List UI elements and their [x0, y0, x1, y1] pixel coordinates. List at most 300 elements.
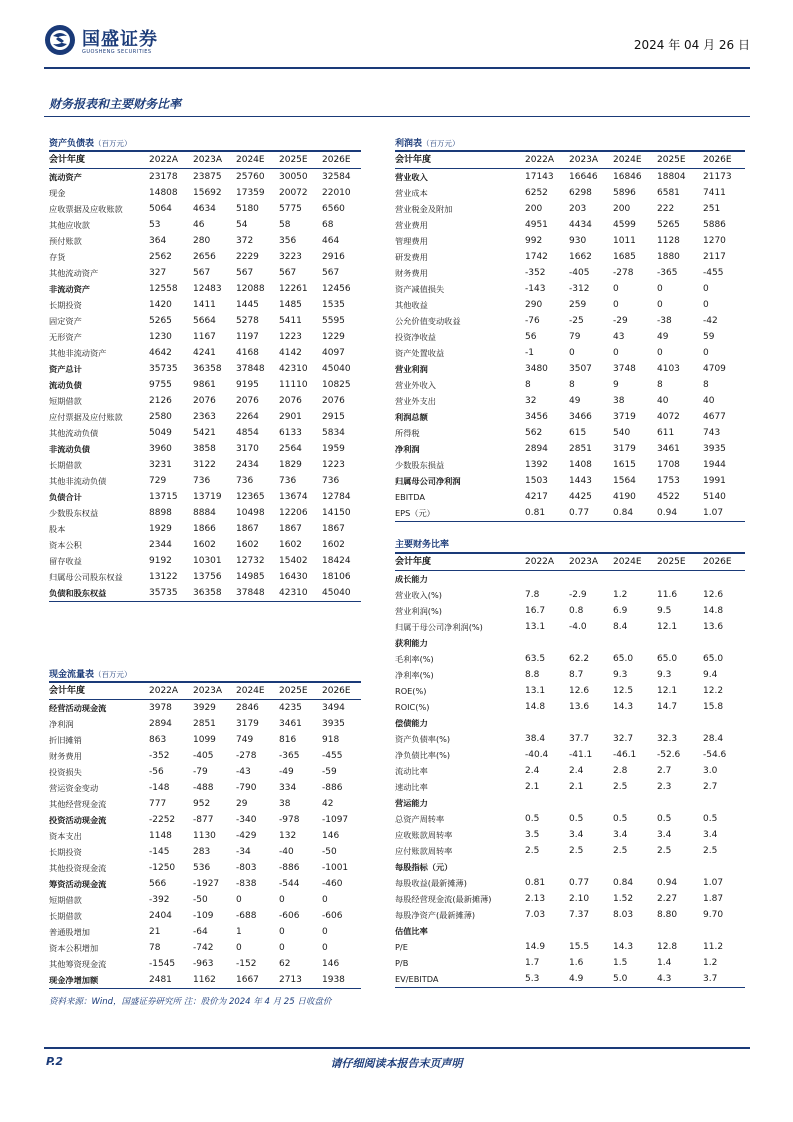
- table-row: [395, 859, 745, 875]
- row-value: 10498: [236, 508, 265, 518]
- table-row: [49, 537, 361, 553]
- row-value: [703, 635, 745, 651]
- row-label: 营业利润(%): [395, 606, 442, 616]
- row-value: 2076: [279, 396, 302, 406]
- row-value: 6.9: [613, 606, 628, 616]
- row-value: 1: [236, 927, 242, 937]
- row-value: 0: [279, 895, 285, 905]
- logo-mark-icon: [44, 24, 76, 56]
- row-value: 13.6: [703, 622, 724, 632]
- row-value: 1602: [322, 540, 345, 550]
- row-value: 2851: [569, 444, 592, 454]
- cash-flow-block: [49, 668, 361, 989]
- row-value: 5180: [236, 204, 259, 214]
- row-value: 40: [657, 396, 669, 406]
- column-header-year: 2023A: [569, 557, 599, 567]
- row-value: 46: [193, 220, 205, 230]
- row-value: 736: [236, 476, 254, 486]
- row-value: [703, 571, 745, 588]
- column-header-year: 2026E: [703, 155, 732, 165]
- row-value: 2894: [525, 444, 548, 454]
- report-date: 2024 年 04 月 26 日: [633, 38, 750, 52]
- row-value: 290: [525, 300, 543, 310]
- page-header: [44, 22, 750, 66]
- row-label: 营业收入: [395, 172, 428, 182]
- row-value: -405: [569, 268, 590, 278]
- row-label: 公允价值变动收益: [395, 316, 461, 326]
- row-value: 12.2: [703, 686, 724, 696]
- table-row: [395, 393, 745, 409]
- row-value: -41.1: [569, 750, 593, 760]
- income-statement-table: [395, 152, 745, 521]
- row-value: 0: [322, 895, 328, 905]
- row-value: 4168: [236, 348, 259, 358]
- ratios-block: [395, 539, 745, 988]
- row-value: 15.5: [569, 942, 590, 952]
- row-value: 992: [525, 236, 543, 246]
- row-value: 21: [149, 927, 161, 937]
- row-value: 930: [569, 236, 587, 246]
- column-header-label: 会计年度: [49, 686, 86, 696]
- row-value: -688: [236, 911, 257, 921]
- row-value: -886: [322, 783, 343, 793]
- row-label: 流动比率: [395, 766, 428, 776]
- row-label: 现金净增加额: [49, 975, 99, 985]
- row-value: 11110: [279, 380, 308, 390]
- page-number: P.2: [46, 1055, 64, 1068]
- column-header-label: 会计年度: [395, 557, 432, 567]
- row-value: 1866: [193, 524, 216, 534]
- row-value: 10825: [322, 380, 351, 390]
- row-value: 4.3: [657, 974, 672, 984]
- row-value: 2580: [149, 412, 172, 422]
- balance-sheet-unit: （百万元）: [94, 139, 132, 148]
- row-value: 0: [613, 284, 619, 294]
- row-value: 4677: [703, 412, 726, 422]
- row-value: 615: [569, 428, 587, 438]
- row-value: 1615: [613, 460, 636, 470]
- row-value: 3461: [657, 444, 680, 454]
- table-row: [49, 217, 361, 233]
- table-row: [395, 473, 745, 489]
- row-value: 11.2: [703, 942, 724, 952]
- table-row: [395, 955, 745, 971]
- table-row: [49, 908, 361, 924]
- row-label: 财务费用: [395, 268, 428, 278]
- row-value: 952: [193, 799, 211, 809]
- row-value: 8: [703, 380, 709, 390]
- row-value: 9.3: [613, 670, 628, 680]
- row-value: 2434: [236, 460, 259, 470]
- row-value: -455: [703, 268, 724, 278]
- row-value: 5664: [193, 316, 216, 326]
- row-value: 464: [322, 236, 340, 246]
- row-value: 6298: [569, 188, 592, 198]
- row-value: 8884: [193, 508, 216, 518]
- row-value: 10301: [193, 556, 222, 566]
- row-value: -56: [149, 767, 164, 777]
- row-value: [703, 859, 745, 875]
- row-value: 567: [322, 268, 340, 278]
- row-value: 2916: [322, 252, 345, 262]
- row-value: 372: [236, 236, 254, 246]
- row-value: 567: [279, 268, 297, 278]
- row-value: 2.5: [613, 846, 628, 856]
- row-value: 9861: [193, 380, 216, 390]
- table-row: [395, 587, 745, 603]
- table-row: [395, 233, 745, 249]
- row-value: 2404: [149, 911, 172, 921]
- row-value: [525, 635, 569, 651]
- row-label: 应付票据及应付账款: [49, 412, 123, 422]
- row-value: 251: [703, 204, 721, 214]
- row-label: 投资净收益: [395, 332, 436, 342]
- row-value: 200: [613, 204, 631, 214]
- row-value: 562: [525, 428, 543, 438]
- table-row: [395, 907, 745, 923]
- row-label: P/E: [395, 942, 408, 952]
- row-label: 经营活动现金流: [49, 703, 107, 713]
- table-row: [395, 425, 745, 441]
- row-value: 56: [525, 332, 537, 342]
- row-value: 45040: [322, 588, 351, 598]
- table-row: [395, 409, 745, 425]
- balance-sheet-bottom-rule: [49, 601, 361, 602]
- row-value: 6560: [322, 204, 345, 214]
- balance-sheet-table: [49, 152, 361, 601]
- row-value: 65.0: [657, 654, 678, 664]
- row-label: 其他投资现金流: [49, 863, 107, 873]
- row-value: [613, 859, 657, 875]
- row-label: 长期投资: [49, 847, 82, 857]
- row-value: -838: [236, 879, 257, 889]
- table-row: [49, 425, 361, 441]
- row-value: 12.1: [657, 686, 678, 696]
- row-value: 2076: [193, 396, 216, 406]
- row-value: 0.5: [703, 814, 718, 824]
- row-value: 12088: [236, 284, 265, 294]
- column-header-year: 2023A: [193, 155, 223, 165]
- row-label: 固定资产: [49, 316, 82, 326]
- row-value: 5896: [613, 188, 636, 198]
- table-row: [395, 361, 745, 377]
- row-value: 5.0: [613, 974, 628, 984]
- column-header-year: 2025E: [657, 155, 686, 165]
- row-label: 每股净资产(最新摊薄): [395, 910, 476, 920]
- table-row: [49, 473, 361, 489]
- row-value: -790: [236, 783, 257, 793]
- row-value: 259: [569, 300, 587, 310]
- row-label: 流动资产: [49, 172, 82, 182]
- row-label: 长期借款: [49, 460, 82, 470]
- row-value: 15.8: [703, 702, 724, 712]
- income-statement-bottom-rule: [395, 521, 745, 522]
- row-value: -152: [236, 959, 257, 969]
- row-value: -803: [236, 863, 257, 873]
- row-label: 归属母公司股东权益: [49, 572, 123, 582]
- row-value: 21173: [703, 172, 732, 182]
- footer-divider: [44, 1047, 750, 1049]
- row-value: -43: [236, 767, 251, 777]
- table-row: [49, 201, 361, 217]
- row-value: 54: [236, 220, 248, 230]
- column-header-year: 2022A: [149, 155, 179, 165]
- row-value: 3231: [149, 460, 172, 470]
- row-value: 1270: [703, 236, 726, 246]
- row-value: -312: [569, 284, 590, 294]
- row-value: 4072: [657, 412, 680, 422]
- row-value: 14.7: [657, 702, 678, 712]
- income-statement-block: [395, 137, 745, 522]
- row-label: 其他非流动负债: [49, 476, 107, 486]
- table-row: [49, 297, 361, 313]
- table-row: [49, 553, 361, 569]
- column-header-year: 2022A: [525, 557, 555, 567]
- table-row: [395, 457, 745, 473]
- row-value: 1148: [149, 831, 172, 841]
- row-value: 4190: [613, 492, 636, 502]
- row-value: -278: [613, 268, 634, 278]
- row-value: 1485: [279, 300, 302, 310]
- row-value: 2229: [236, 252, 259, 262]
- row-label: 营业税金及附加: [395, 204, 453, 214]
- row-value: 78: [149, 943, 161, 953]
- row-value: 280: [193, 236, 211, 246]
- table-row: [395, 843, 745, 859]
- table-row: [49, 265, 361, 281]
- row-value: 0: [569, 348, 575, 358]
- row-value: 8.8: [525, 670, 540, 680]
- row-value: -52.6: [657, 750, 681, 760]
- row-value: 567: [193, 268, 211, 278]
- row-label: 每股经营现金流(最新摊薄): [395, 894, 492, 904]
- table-row: [395, 571, 745, 588]
- row-value: 0: [279, 943, 285, 953]
- table-row: [395, 603, 745, 619]
- row-value: 1408: [569, 460, 592, 470]
- row-value: 32.3: [657, 734, 678, 744]
- row-value: 3456: [525, 412, 548, 422]
- row-value: 3748: [613, 364, 636, 374]
- row-value: 9755: [149, 380, 172, 390]
- table-row: [395, 731, 745, 747]
- table-row: [395, 779, 745, 795]
- table-row: [395, 747, 745, 763]
- cash-flow-table: [49, 683, 361, 988]
- row-value: 5064: [149, 204, 172, 214]
- row-value: 3.7: [703, 974, 718, 984]
- column-header-year: 2025E: [279, 686, 308, 696]
- row-value: 5411: [279, 316, 302, 326]
- row-value: 4217: [525, 492, 548, 502]
- row-value: 2.7: [657, 766, 672, 776]
- row-value: 12.5: [613, 686, 634, 696]
- table-row: [395, 699, 745, 715]
- row-value: 65.0: [703, 654, 724, 664]
- row-value: 2344: [149, 540, 172, 550]
- row-value: 38: [279, 799, 291, 809]
- row-value: 567: [236, 268, 254, 278]
- table-row: [395, 827, 745, 843]
- row-value: -54.6: [703, 750, 727, 760]
- row-value: [569, 571, 613, 588]
- row-label: 现金: [49, 188, 66, 198]
- ratios-bottom-rule: [395, 987, 745, 988]
- row-value: 5049: [149, 428, 172, 438]
- row-value: 12483: [193, 284, 222, 294]
- row-value: 3.4: [703, 830, 718, 840]
- row-value: 14985: [236, 572, 265, 582]
- row-value: 37.7: [569, 734, 590, 744]
- row-value: 4522: [657, 492, 680, 502]
- row-value: [525, 571, 569, 588]
- row-label: 存货: [49, 252, 66, 262]
- row-value: [613, 923, 657, 939]
- row-value: [525, 715, 569, 731]
- row-value: -4.0: [569, 622, 587, 632]
- table-row: [395, 265, 745, 281]
- row-value: 5595: [322, 316, 345, 326]
- row-value: 62: [279, 959, 291, 969]
- row-label: 其他非流动资产: [49, 348, 107, 358]
- row-value: 5278: [236, 316, 259, 326]
- row-value: 0: [322, 927, 328, 937]
- row-value: 14.8: [525, 702, 546, 712]
- row-value: 12456: [322, 284, 351, 294]
- row-value: -40.4: [525, 750, 549, 760]
- row-value: 37848: [236, 588, 265, 598]
- row-value: 14.9: [525, 942, 546, 952]
- row-value: 23178: [149, 172, 178, 182]
- row-value: 2.5: [613, 782, 628, 792]
- row-value: 3461: [279, 719, 302, 729]
- row-value: -109: [193, 911, 214, 921]
- column-header-year: 2025E: [279, 155, 308, 165]
- row-value: 2.4: [569, 766, 584, 776]
- row-value: -352: [525, 268, 546, 278]
- table-row: [49, 748, 361, 764]
- row-value: 1829: [279, 460, 302, 470]
- row-value: 2564: [279, 444, 302, 454]
- row-label: 归属于母公司净利润(%): [395, 622, 483, 632]
- row-value: 2.1: [569, 782, 584, 792]
- row-value: 7.03: [525, 910, 546, 920]
- row-value: 36358: [193, 364, 222, 374]
- table-row: [395, 297, 745, 313]
- row-label: 流动负债: [49, 380, 82, 390]
- row-value: 1.87: [703, 894, 724, 904]
- row-value: 0: [279, 927, 285, 937]
- table-row: [49, 185, 361, 201]
- row-value: 2.7: [703, 782, 718, 792]
- row-value: 132: [279, 831, 297, 841]
- table-row: [49, 732, 361, 748]
- row-label: 其他筹资现金流: [49, 959, 107, 969]
- row-value: 729: [149, 476, 167, 486]
- row-value: -1001: [322, 863, 349, 873]
- row-value: 4599: [613, 220, 636, 230]
- cash-flow-title: [49, 668, 361, 681]
- table-row: [49, 892, 361, 908]
- row-value: 18804: [657, 172, 686, 182]
- table-row: [49, 780, 361, 796]
- cash-flow-title-text: 现金流量表: [49, 670, 95, 680]
- row-value: 1991: [703, 476, 726, 486]
- row-value: 1880: [657, 252, 680, 262]
- row-value: [569, 635, 613, 651]
- row-value: 0: [703, 284, 709, 294]
- table-header-row: [395, 554, 745, 571]
- row-value: 13719: [193, 492, 222, 502]
- row-value: -278: [236, 751, 257, 761]
- row-value: [657, 795, 703, 811]
- column-header-year: 2023A: [569, 155, 599, 165]
- row-value: 3507: [569, 364, 592, 374]
- row-value: -886: [279, 863, 300, 873]
- row-value: 1.7: [525, 958, 540, 968]
- row-value: 1.2: [613, 590, 628, 600]
- row-value: 20072: [279, 188, 308, 198]
- row-value: 4425: [569, 492, 592, 502]
- row-value: 42: [322, 799, 334, 809]
- row-value: 4142: [279, 348, 302, 358]
- row-value: 32584: [322, 172, 351, 182]
- row-value: 12.1: [657, 622, 678, 632]
- row-value: 918: [322, 735, 340, 745]
- table-row: [49, 345, 361, 361]
- row-value: 8: [569, 380, 575, 390]
- table-header-row: [49, 152, 361, 169]
- row-value: 9.4: [703, 670, 718, 680]
- row-value: 736: [193, 476, 211, 486]
- row-label: 管理费用: [395, 236, 428, 246]
- row-value: 3858: [193, 444, 216, 454]
- table-row: [395, 763, 745, 779]
- row-label: 负债和股东权益: [49, 588, 107, 598]
- row-value: 3978: [149, 703, 172, 713]
- row-value: -64: [193, 927, 208, 937]
- row-value: -148: [149, 783, 170, 793]
- row-value: 4434: [569, 220, 592, 230]
- row-label: 营业收入(%): [395, 590, 442, 600]
- row-value: 1959: [322, 444, 345, 454]
- column-header-label: 会计年度: [49, 155, 86, 165]
- row-value: 4.9: [569, 974, 584, 984]
- row-value: 4634: [193, 204, 216, 214]
- row-value: 17143: [525, 172, 554, 182]
- row-value: 0.94: [657, 878, 678, 888]
- table-row: [49, 505, 361, 521]
- table-row: [395, 489, 745, 505]
- row-value: 146: [322, 831, 340, 841]
- row-value: 2.5: [657, 846, 672, 856]
- row-value: 1867: [279, 524, 302, 534]
- row-value: 1564: [613, 476, 636, 486]
- row-value: 3170: [236, 444, 259, 454]
- table-row: [49, 796, 361, 812]
- income-statement-unit: （百万元）: [422, 139, 460, 148]
- row-label: 所得税: [395, 428, 420, 438]
- row-value: 28.4: [703, 734, 724, 744]
- table-row: [49, 169, 361, 186]
- column-header-year: 2022A: [525, 155, 555, 165]
- ratios-title-text: 主要财务比率: [395, 540, 450, 550]
- table-row: [395, 651, 745, 667]
- row-value: 9.70: [703, 910, 724, 920]
- row-value: 13756: [193, 572, 222, 582]
- column-header-year: 2026E: [322, 155, 351, 165]
- row-value: 43: [613, 332, 625, 342]
